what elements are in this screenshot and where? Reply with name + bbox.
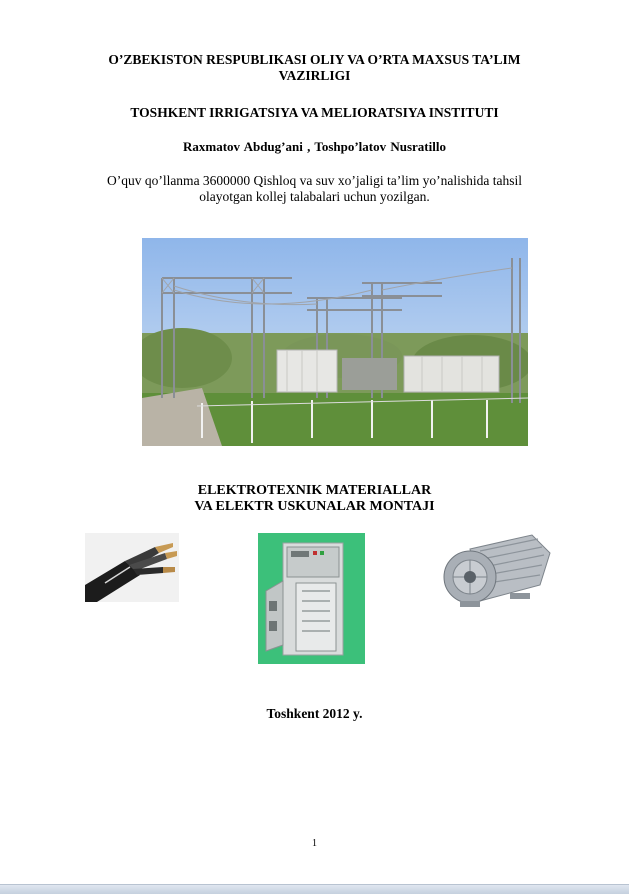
book-title-line1: ELEKTROTEXNIK MATERIALLAR [197,483,432,498]
city-year: Toshkent 2012 y. [266,706,363,721]
book-title-line2: VA ELEKTR USKUNALAR MONTAJI [194,499,435,514]
switchgear-panel-photo [258,533,365,664]
institute-heading: TOSHKENT IRRIGATSIYA VA MELIORATSIYA INSTITUTI [130,105,499,120]
authors-line: Raxmatov Abdug’ani , Toshpo’latov Nusratillo [183,139,446,154]
description-text: O’quv qo’llanma 3600000 Qishloq va suv xo’jaligi ta’lim yo’nalishida tahsil olayotgan kollej talabalari uchun yozilgan. [106,173,523,204]
book-title [0,483,629,515]
electric-motor-photo [440,529,552,611]
page-number: 1 [312,838,317,849]
substation-photo [142,238,528,446]
cable-photo [85,533,179,602]
ministry-heading: O’ZBEKISTON RESPUBLIKASI OLIY VA O’RTA MAXSUS TA’LIM VAZIRLIGI [108,52,521,83]
